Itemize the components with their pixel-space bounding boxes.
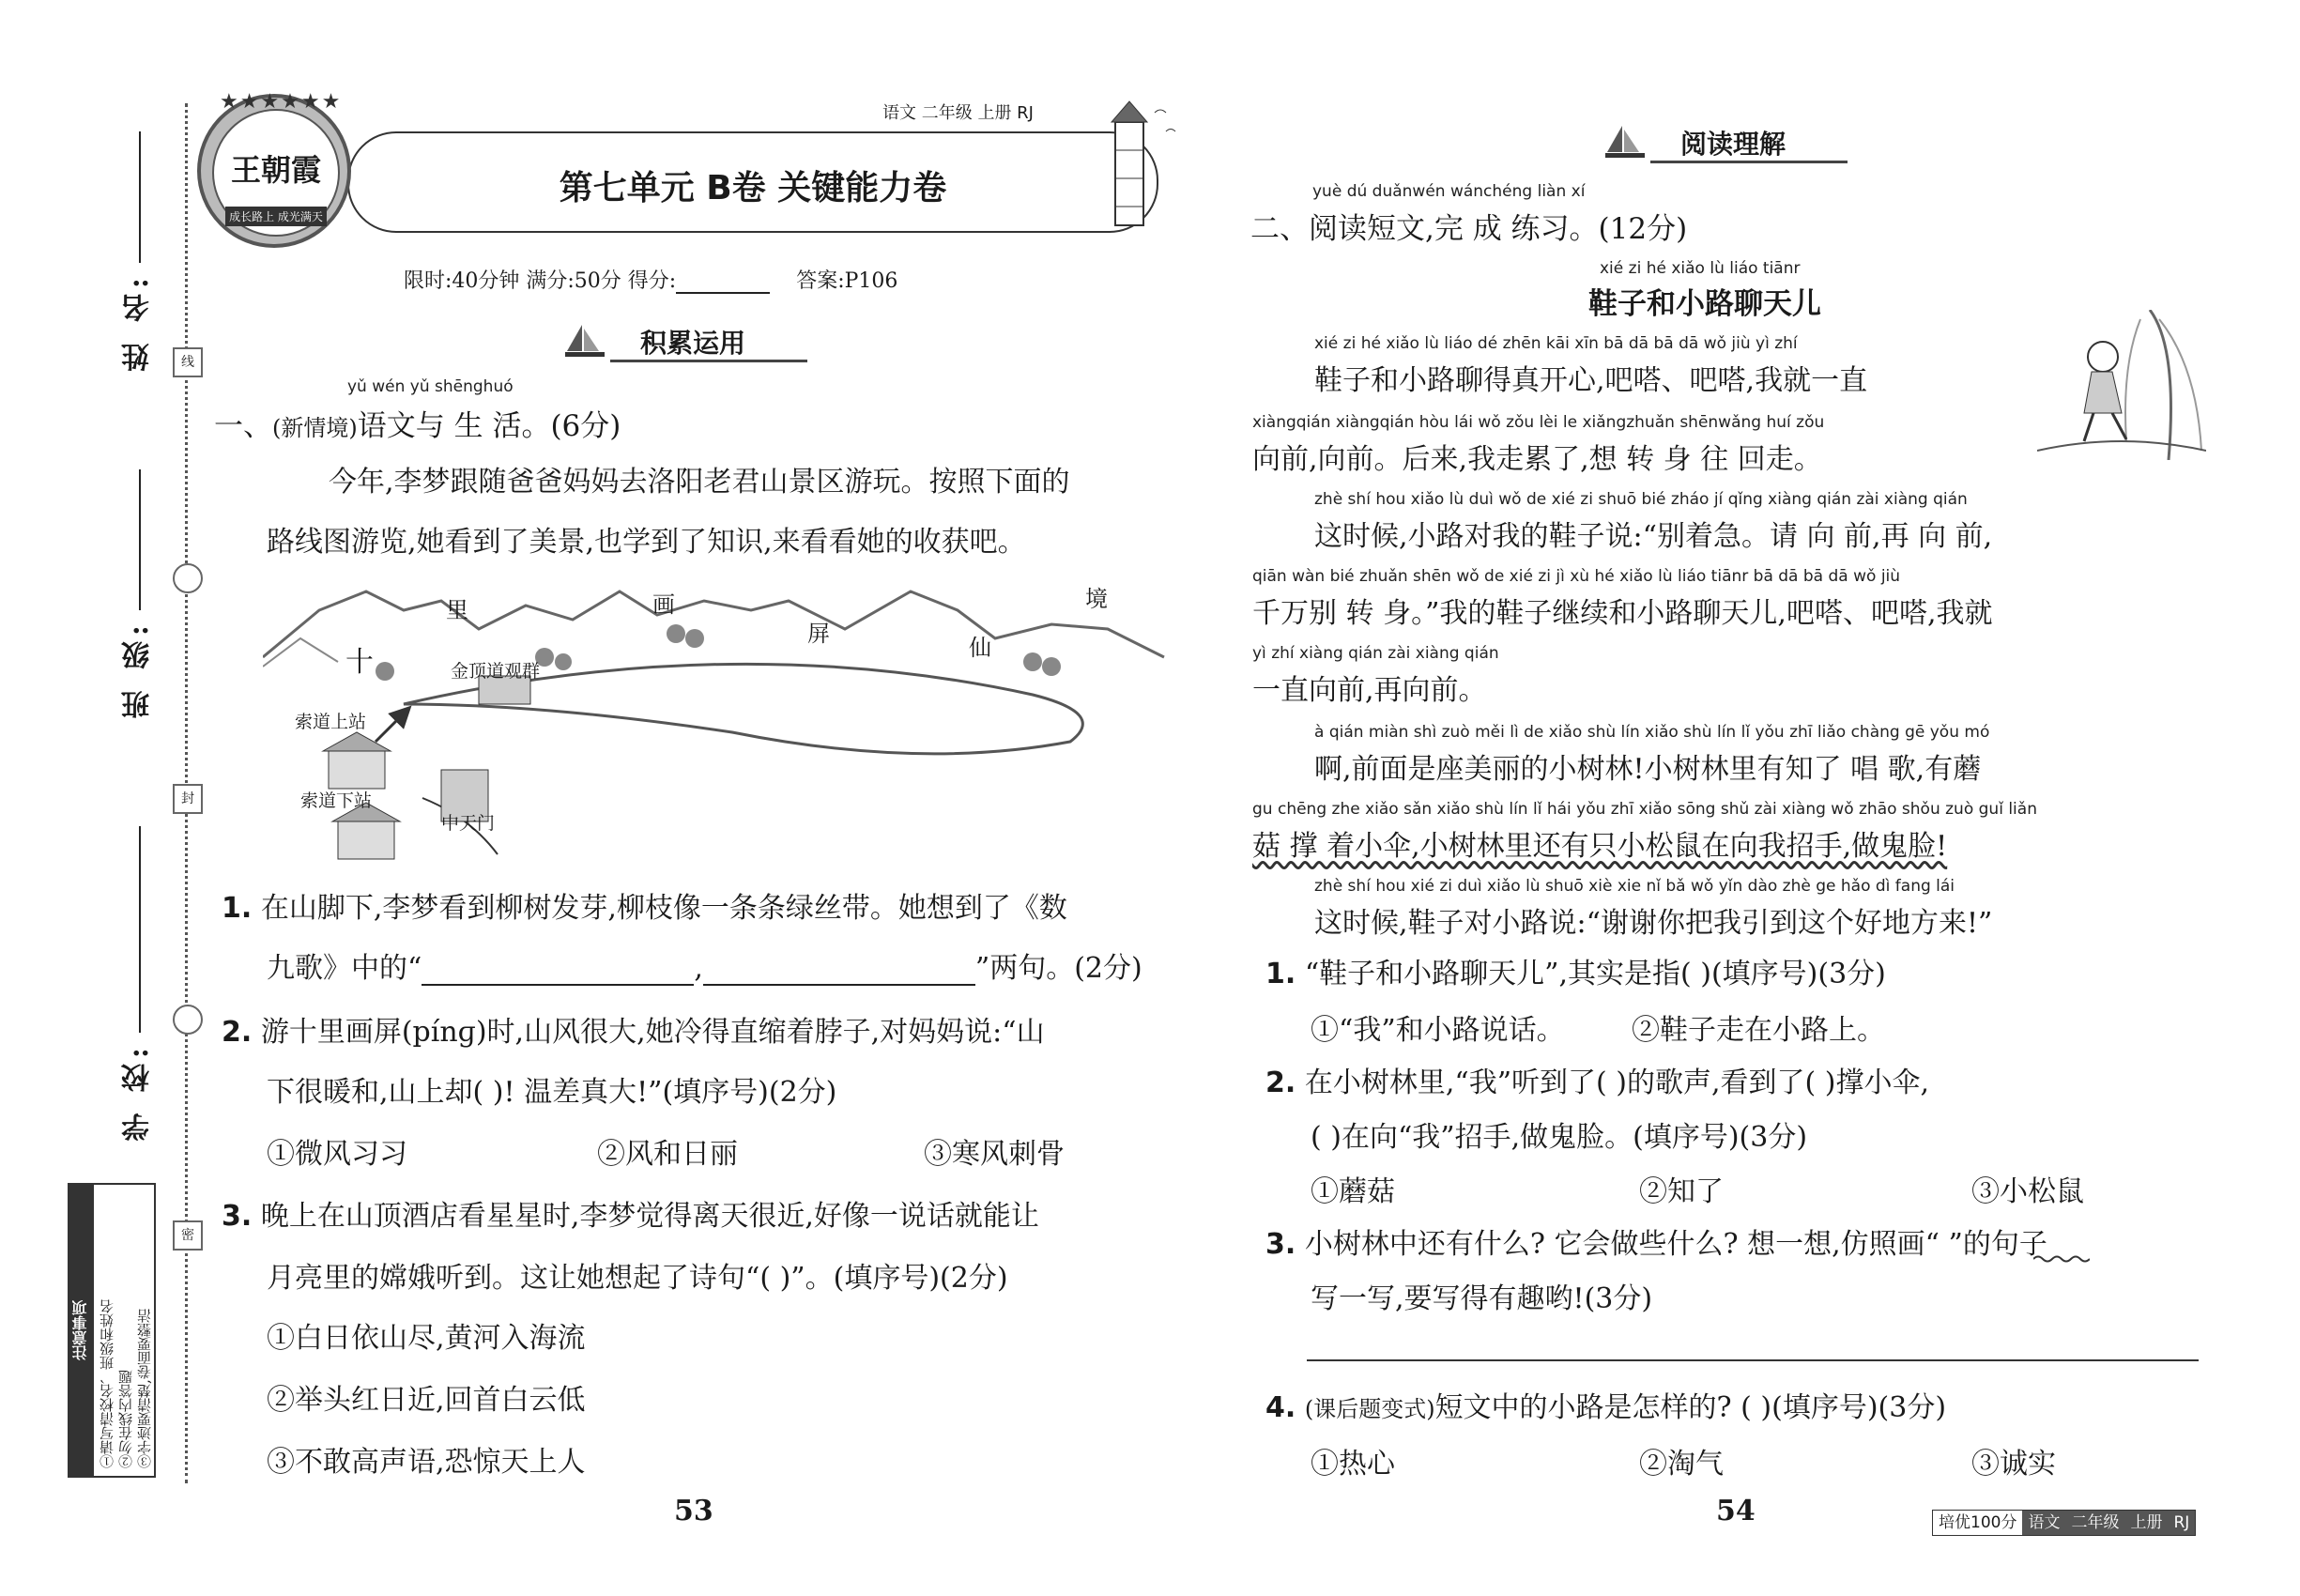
- q2-2-option-1[interactable]: ①蘑菇: [1311, 1175, 1395, 1208]
- map-label-hua: 画: [652, 591, 675, 618]
- map-label-li: 里: [446, 597, 468, 623]
- page-number-right: 54: [1716, 1495, 1756, 1527]
- notice-box: [68, 1183, 156, 1478]
- q1-2-line2: 下很暖和,山上却( )! 温差真大!”(填序号)(2分): [267, 1076, 837, 1109]
- q2-4-option-1[interactable]: ①热心: [1311, 1448, 1395, 1481]
- map-label-jing: 境: [1085, 586, 1108, 612]
- footer-grade: 二年级: [2065, 1511, 2124, 1535]
- map-label-shi: 十: [345, 646, 374, 679]
- story-line-1-pinyin: xié zi hé xiǎo lù liáo dé zhēn kāi xīn bā dā bā dā wǒ jiù yì zhí: [1314, 334, 1798, 353]
- q2-4-option-2[interactable]: ②淘气: [1639, 1448, 1724, 1481]
- story-line-6-pinyin: à qián miàn shì zuò měi lì de xiǎo shù lín xiǎo shù lín lǐ yǒu zhī liǎo chàng gē yǒu mó: [1314, 723, 1990, 742]
- story-title: 鞋子和小路聊天儿: [1588, 287, 1821, 321]
- q1-3-option-3[interactable]: ③不敢高声语,恐惊天上人: [267, 1446, 586, 1479]
- q1-title-text: 语文与 生 活。(6分): [357, 409, 621, 443]
- route-map: [263, 573, 1183, 864]
- q1-1-line2: [267, 944, 1142, 986]
- class-label: 班 级:: [122, 620, 155, 719]
- cut-mark-circle-2: [173, 1005, 203, 1035]
- map-label-ping: 屏: [807, 621, 830, 647]
- q2-title: 二、阅读短文,完 成 练习。(12分): [1250, 212, 1688, 246]
- story-title-pinyin: xié zi hé xiǎo lù liáo tiānr: [1600, 259, 1801, 278]
- lighthouse-icon: [1080, 94, 1183, 235]
- page-number-left: 53: [674, 1495, 713, 1527]
- q1-1: [222, 884, 1067, 926]
- footer-edition: RJ: [2168, 1511, 2195, 1535]
- brand-logo: [197, 90, 351, 248]
- sailboat-icon: [563, 323, 606, 361]
- q1-3: [222, 1192, 1039, 1234]
- q2-2-line1: 在小树林里,“我”听到了( )的歌声,看到了( )撑小伞,: [1304, 1067, 1929, 1099]
- notice-title: 注意事项: [69, 1185, 94, 1476]
- q1-pinyin: yǔ wén yǔ shēnghuó: [347, 377, 514, 396]
- q1-intro-line2: 路线图游览,她看到了美景,也学到了知识,来看看她的收获吧。: [267, 526, 1026, 559]
- section-title-left: 积累运用: [640, 328, 746, 359]
- notice-item-1: ①请写清校名、班级和姓名: [99, 1299, 115, 1468]
- q1-2-option-1[interactable]: ①微风习习: [267, 1138, 407, 1171]
- q2-1-number: 1.: [1265, 958, 1296, 990]
- q2-3: [1265, 1220, 2047, 1262]
- section-underline-right: [1650, 161, 1848, 163]
- story-line-1: 鞋子和小路聊得真开心,吧嗒、吧嗒,我就一直: [1314, 364, 1868, 397]
- q2-1-option-1[interactable]: ①“我”和小路说话。: [1311, 1014, 1565, 1047]
- name-blank-line: [139, 131, 141, 263]
- school-label: 学 校:: [122, 1042, 155, 1142]
- q1-3-option-1[interactable]: ①白日依山尽,黄河入海流: [267, 1322, 586, 1355]
- q1-2-line1: 游十里画屏(pínɡ)时,山风很大,她冷得直缩着脖子,对妈妈说:“山: [260, 1016, 1045, 1049]
- q2-1-option-2[interactable]: ②鞋子走在小路上。: [1632, 1014, 1885, 1047]
- story-line-4: 千万别 转 身。”我的鞋子继续和小路聊天儿,吧嗒、吧嗒,我就: [1252, 597, 1993, 630]
- score-blank[interactable]: [676, 268, 770, 294]
- map-label-xian: 仙: [969, 635, 991, 661]
- q1-prefix: 一、: [214, 409, 272, 443]
- q2-pinyin: yuè dú duǎnwén wánchéng liàn xí: [1312, 182, 1586, 201]
- q2-4-number: 4.: [1265, 1391, 1296, 1424]
- story-line-5-pinyin: yì zhí xiàng qián zài xiàng qián: [1252, 644, 1499, 663]
- q2-1-text: “鞋子和小路聊天儿”,其实是指( )(填序号)(3分): [1304, 958, 1886, 990]
- q2-2-option-2[interactable]: ②知了: [1639, 1175, 1724, 1208]
- cut-mark-line: 线: [173, 347, 203, 377]
- story-line-5: 一直向前,再向前。: [1252, 674, 1487, 707]
- page-title: 第七单元 B卷 关键能力卷: [559, 169, 947, 207]
- q2-2-line2: ( )在向“我”招手,做鬼脸。(填序号)(3分): [1311, 1121, 1808, 1154]
- section-title-right: 阅读理解: [1680, 129, 1786, 160]
- q2-3-line1: 小树林中还有什么? 它会做些什么? 想一想,仿照画“ ”的句子: [1304, 1228, 2047, 1261]
- route-map-drawing: [263, 573, 1183, 864]
- q1-tag: (新情境): [272, 415, 358, 441]
- story-line-2: 向前,向前。后来,我走累了,想 转 身 往 回走。: [1252, 443, 1822, 476]
- q1-1-number: 1.: [222, 892, 253, 925]
- q1-3-option-2[interactable]: ②举头红日近,回首白云低: [267, 1384, 586, 1417]
- q1-2-option-3[interactable]: ③寒风刺骨: [924, 1138, 1065, 1171]
- story-line-8: 这时候,鞋子对小路说:“谢谢你把我引到这个好地方来!”: [1314, 907, 1993, 940]
- footer-subject: 语文: [2022, 1511, 2065, 1535]
- story-line-7: 菇 撑 着小伞,小树林里还有只小松鼠在向我招手,做鬼脸!: [1252, 830, 1948, 863]
- q1-title: [214, 402, 621, 444]
- exam-limits: [404, 265, 897, 294]
- q1-1-line2-comma: ,: [694, 952, 703, 985]
- q2-4-text: 短文中的小路是怎样的? ( )(填序号)(3分): [1434, 1391, 1947, 1424]
- q2-4: [1265, 1384, 1946, 1425]
- q1-1-line2-end: ”两句。(2分): [974, 952, 1142, 985]
- q1-1-answer-blank-2[interactable]: [703, 959, 975, 986]
- q1-3-line2: 月亮里的嫦娥听到。这让她想起了诗句“( )”。(填序号)(2分): [267, 1262, 1008, 1295]
- q2-1: [1265, 950, 1886, 991]
- q1-3-line1: 晚上在山顶酒店看星星时,李梦觉得离天很近,好像一说话就能让: [260, 1200, 1039, 1233]
- q1-1-line2-start: 九歌》中的“: [267, 952, 422, 985]
- footer-series-tag: [1932, 1510, 2196, 1536]
- answer-ref: 答案:P106: [796, 269, 898, 293]
- star-row-icon: ★★★★★★: [220, 90, 343, 114]
- q1-2-option-2[interactable]: ②风和日丽: [597, 1138, 738, 1171]
- footer-volume: 上册: [2124, 1511, 2168, 1535]
- q1-2-number: 2.: [222, 1016, 253, 1049]
- map-label-zhongtianmen: 中天门: [441, 813, 496, 834]
- notice-items: [98, 1190, 154, 1468]
- q1-3-number: 3.: [222, 1200, 253, 1233]
- notice-item-2: ②勿在线内答题: [117, 1370, 134, 1468]
- q1-intro-line1: 今年,李梦跟随爸爸妈妈去洛阳老君山景区游玩。按照下面的: [329, 466, 1070, 499]
- q2-2-option-3[interactable]: ③小松鼠: [1971, 1175, 2084, 1208]
- story-line-3: 这时候,小路对我的鞋子说:“别着急。请 向 前,再 向 前,: [1314, 520, 1993, 553]
- footer-series: 培优100分: [1939, 1513, 2017, 1532]
- q1-1-answer-blank-1[interactable]: [422, 959, 694, 986]
- section-header-right: [1603, 120, 1866, 163]
- story-line-2-pinyin: xiàngqián xiàngqián hòu lái wǒ zǒu lèi le xiǎngzhuǎn shēnwǎng huí zǒu: [1252, 413, 1825, 432]
- section-header-left: [563, 319, 817, 362]
- subject-info: 语文 二年级 上册 RJ: [882, 103, 1034, 123]
- story-line-4-pinyin: qiān wàn bié zhuǎn shēn wǒ de xié zi jì xù hé xiǎo lù liáo tiānr bā dā bā dā wǒ jiù: [1252, 567, 1901, 586]
- q2-2: [1265, 1059, 1929, 1100]
- map-label-suodao-xia: 索道下站: [300, 790, 373, 811]
- q2-4-tag: (课后题变式): [1304, 1396, 1435, 1422]
- section-underline-left: [610, 360, 807, 362]
- q2-3-answer-line[interactable]: [1307, 1359, 2199, 1361]
- cut-mark-circle-1: [173, 563, 203, 593]
- story-line-3-pinyin: zhè shí hou xiǎo lù duì wǒ de xié zi shuō bié zháo jí qǐng xiàng qián zài xiàng qián: [1314, 490, 1968, 509]
- brand-name: 王朝霞: [230, 152, 321, 188]
- q2-3-line2: 写一写,要写得有趣哟!(3分): [1311, 1282, 1653, 1315]
- girl-walking-illustration: [2037, 310, 2206, 460]
- title-banner: [347, 131, 1158, 233]
- limits-text: 限时:40分钟 满分:50分 得分:: [404, 269, 677, 293]
- q2-2-number: 2.: [1265, 1067, 1296, 1099]
- sailboat-icon-right: [1603, 124, 1647, 161]
- story-line-8-pinyin: zhè shí hou xié zi duì xiǎo lù shuō xiè xie nǐ bǎ wǒ yǐn dào zhè ge hǎo dì fang lái: [1314, 877, 1955, 896]
- q1-1-line1: 在山脚下,李梦看到柳树发芽,柳枝像一条条绿丝带。她想到了《数: [260, 892, 1067, 925]
- brand-slogan-right: 成光满天: [277, 210, 323, 223]
- name-label: 姓 名:: [122, 272, 155, 372]
- q2-4-option-3[interactable]: ③诚实: [1971, 1448, 2056, 1481]
- map-label-suodao-shang: 索道上站: [295, 712, 367, 732]
- cut-mark-seal: 封: [173, 784, 203, 814]
- story-line-7-pinyin: gu chēng zhe xiǎo sǎn xiǎo shù lín lǐ hái yǒu zhī xiǎo sōng shǔ zài xiàng wǒ zhāo shǒu zuò guǐ liǎn: [1252, 800, 2037, 819]
- class-blank-line: [139, 469, 141, 610]
- brand-slogan-left: 成长路上: [229, 210, 275, 223]
- map-label-jinding: 金顶道观群: [451, 661, 541, 682]
- school-blank-line: [139, 826, 141, 1033]
- notice-item-3: ③字迹要清楚,卷面要整洁: [136, 1309, 153, 1468]
- q1-2: [222, 1008, 1045, 1050]
- story-line-6: 啊,前面是座美丽的小树林!小树林里有知了 唱 歌,有蘑: [1314, 753, 1982, 786]
- wavy-line-sample-icon: [2033, 1254, 2090, 1264]
- q2-3-number: 3.: [1265, 1228, 1296, 1261]
- cut-mark-secret: 密: [173, 1220, 203, 1251]
